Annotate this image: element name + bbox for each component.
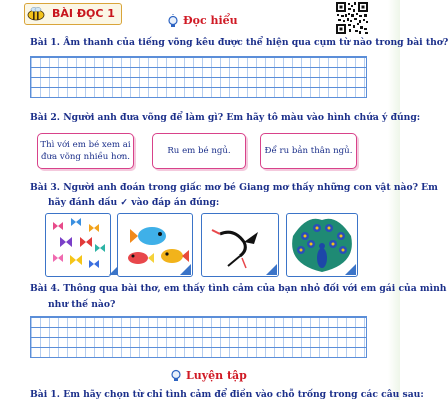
lightbulb-icon (170, 369, 182, 383)
picture-butterflies[interactable] (45, 213, 111, 277)
practice-question-1: Bài 1. Em hãy chọn từ chỉ tình cảm để điền vào chỗ trống trong các câu sau: (30, 389, 424, 400)
question-4-line-1: Bài 4. Thông qua bài thơ, em thấy tình cảm của bạn nhỏ đối với em gái của mình (30, 283, 447, 294)
choice-option-2-label: Ru em bé ngủ. (167, 146, 231, 156)
choice-option-3-label: Để ru bản thân ngủ. (264, 146, 353, 156)
question-3-line-1: Bài 3. Người anh đoán trong giấc mơ bé Giang mơ thấy những con vật nào? Em (30, 182, 438, 193)
butterflies-icon (46, 214, 110, 276)
choice-option-3[interactable] (260, 133, 357, 169)
question-2: Bài 2. Người anh đưa võng để làm gì? Em hãy tô màu vào hình chứa ý đúng: (30, 112, 421, 123)
page-edge (388, 0, 400, 400)
choice-option-1[interactable] (37, 133, 134, 169)
question-3-line-2: hãy đánh dấu ✓ vào đáp án đúng: (48, 197, 220, 208)
lesson-badge-label: BÀI ĐỌC 1 (52, 7, 115, 20)
answer-grid-4[interactable] (30, 316, 367, 358)
section-reading-heading: Đọc hiểu (183, 14, 238, 27)
lesson-badge (24, 3, 122, 25)
bee-icon (27, 7, 45, 21)
question-1: Bài 1. Âm thanh của tiếng võng kêu được thể hiện qua cụm từ nào trong bài thơ? (30, 37, 448, 48)
section-practice-heading: Luyện tập (186, 369, 247, 382)
picture-fold-corner (266, 264, 277, 275)
question-4-line-2: như thế nào? (48, 299, 116, 310)
picture-fold-corner (180, 264, 191, 275)
qr-code-icon (335, 1, 369, 35)
choice-option-2[interactable] (152, 133, 246, 169)
answer-grid-1[interactable] (30, 56, 367, 98)
choice-option-1-line2: đưa võng nhiều hơn. (40, 152, 131, 162)
picture-fold-corner (345, 264, 356, 275)
lightbulb-icon (167, 15, 179, 29)
choice-option-1-line1: Thì với em bé xem ai (40, 140, 131, 150)
